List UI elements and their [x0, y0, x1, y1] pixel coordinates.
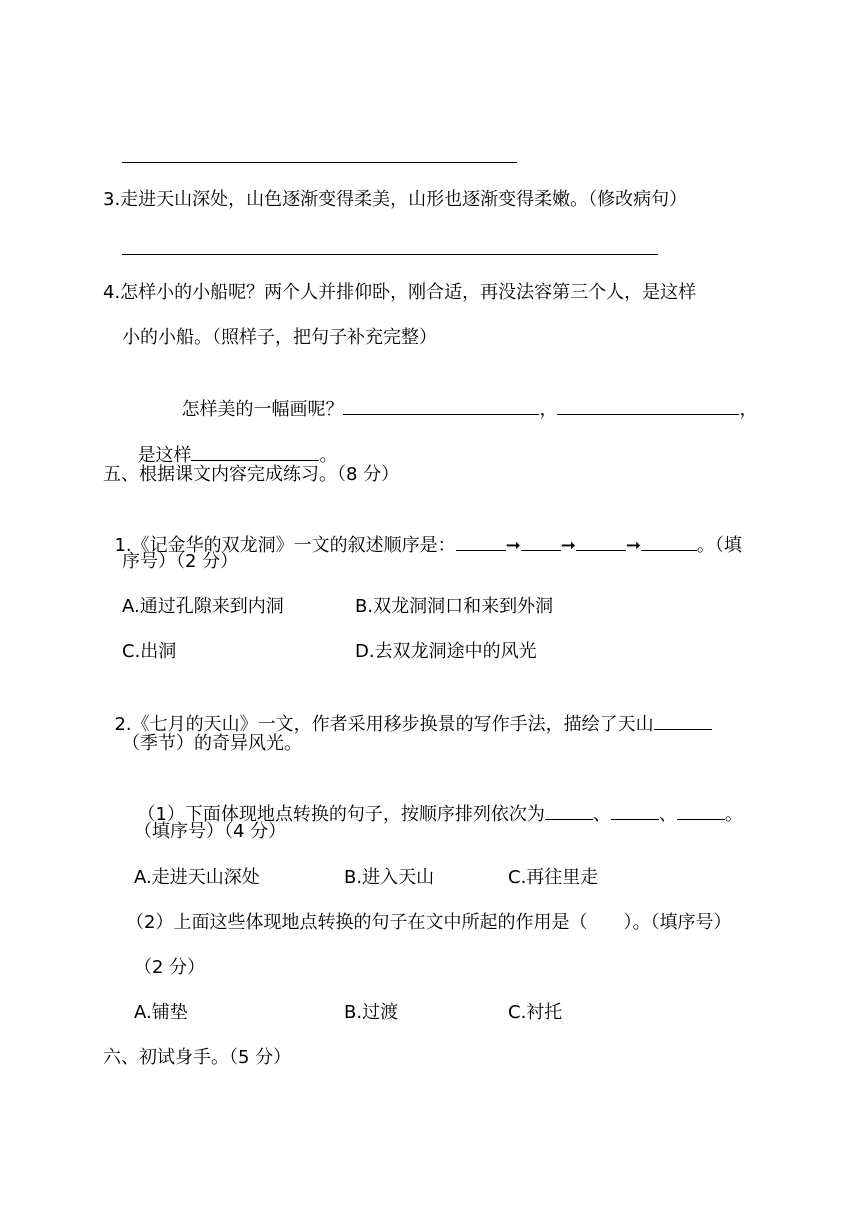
s5-q2-text: 2.《七月的天山》一文，作者采用移步换景的写作手法，描绘了天山	[114, 714, 654, 735]
section5-heading: 五、根据课文内容完成练习。（8 分）	[103, 464, 400, 485]
s5-q2-sub1-option-c: C.再往里走	[508, 867, 599, 888]
q4-comma: ，	[539, 399, 558, 420]
s5-q2-sub2-option-a: A.铺垫	[134, 1002, 188, 1023]
s5-q1-blank-2[interactable]	[521, 532, 561, 551]
s5-q2-sub2-line2: （2 分）	[134, 957, 206, 978]
q4-line2: 小的小船。（照样子，把句子补充完整）	[122, 327, 437, 348]
arrow-icon: ➞	[625, 535, 641, 556]
s5-q1-option-a: A.通过孔隙来到内洞	[122, 596, 284, 617]
s5-q2-sub2-option-c: C.衬托	[508, 1002, 563, 1023]
s5-q2-sub1-blank-1[interactable]	[545, 801, 593, 820]
q4-blank-2[interactable]	[557, 396, 739, 415]
s5-q1-blank-3[interactable]	[576, 532, 626, 551]
s5-q2-line1	[103, 687, 712, 737]
s5-q1-line2: 序号）（2 分）	[122, 551, 239, 572]
s5-q2-blank[interactable]	[654, 711, 712, 730]
s5-q2-sub1-sep: 、	[658, 804, 677, 825]
s5-q1-option-b: B.双龙洞洞口和来到外洞	[355, 596, 554, 617]
s5-q2-sub1-end: 。	[724, 804, 743, 825]
section6-heading: 六、初试身手。（5 分）	[103, 1047, 292, 1068]
s5-q2-sub1-text: （1）下面体现地点转换的句子，按顺序排列依次为	[137, 804, 545, 825]
s5-q2-sub1-blank-3[interactable]	[677, 801, 725, 820]
q4-end-comma: ，	[739, 399, 758, 420]
s5-q2-sub1-sep: 、	[592, 804, 611, 825]
s5-q1-option-c: C.出洞	[122, 641, 177, 662]
s5-q1-text: 1.《记金华的双龙洞》一文的叙述顺序是：	[114, 535, 456, 556]
q4-answer-line	[126, 418, 337, 468]
s5-q2-sub1-blank-2[interactable]	[611, 801, 659, 820]
q4-prefix: 是这样	[137, 445, 192, 466]
s5-q2-line2: （季节）的奇异风光。	[122, 733, 302, 754]
s5-q1-tail: 。（填	[696, 535, 742, 556]
answer-line[interactable]	[122, 162, 517, 163]
q4-line1: 4.怎样小的小船呢？两个人并排仰卧，刚合适，再没法容第三个人，是这样	[103, 282, 697, 303]
s5-q2-sub2-line1: （2）上面这些体现地点转换的句子在文中所起的作用是（ ）。（填序号）	[126, 912, 732, 933]
q4-blank-3[interactable]	[191, 442, 319, 461]
q4-prompt-line	[170, 372, 757, 422]
q4-prompt: 怎样美的一幅画呢？	[181, 399, 344, 420]
s5-q1-blank-1[interactable]	[456, 532, 506, 551]
s5-q2-sub1-option-b: B.进入天山	[344, 867, 435, 888]
q3-text: 3.走进天山深处，山色逐渐变得柔美，山形也逐渐变得柔嫩。（修改病句）	[103, 189, 688, 210]
s5-q2-sub1-option-a: A.走进天山深处	[134, 867, 260, 888]
q3-answer-line[interactable]	[122, 254, 658, 255]
s5-q1-blank-4[interactable]	[641, 532, 697, 551]
s5-q2-sub1-line2: （填序号）（4 分）	[134, 821, 287, 842]
arrow-icon: ➞	[505, 535, 521, 556]
q4-period: 。	[319, 445, 338, 466]
s5-q2-sub2-option-b: B.过渡	[344, 1002, 399, 1023]
arrow-icon: ➞	[560, 535, 576, 556]
s5-q1-option-d: D.去双龙洞途中的风光	[355, 641, 537, 662]
q4-blank-1[interactable]	[343, 396, 539, 415]
